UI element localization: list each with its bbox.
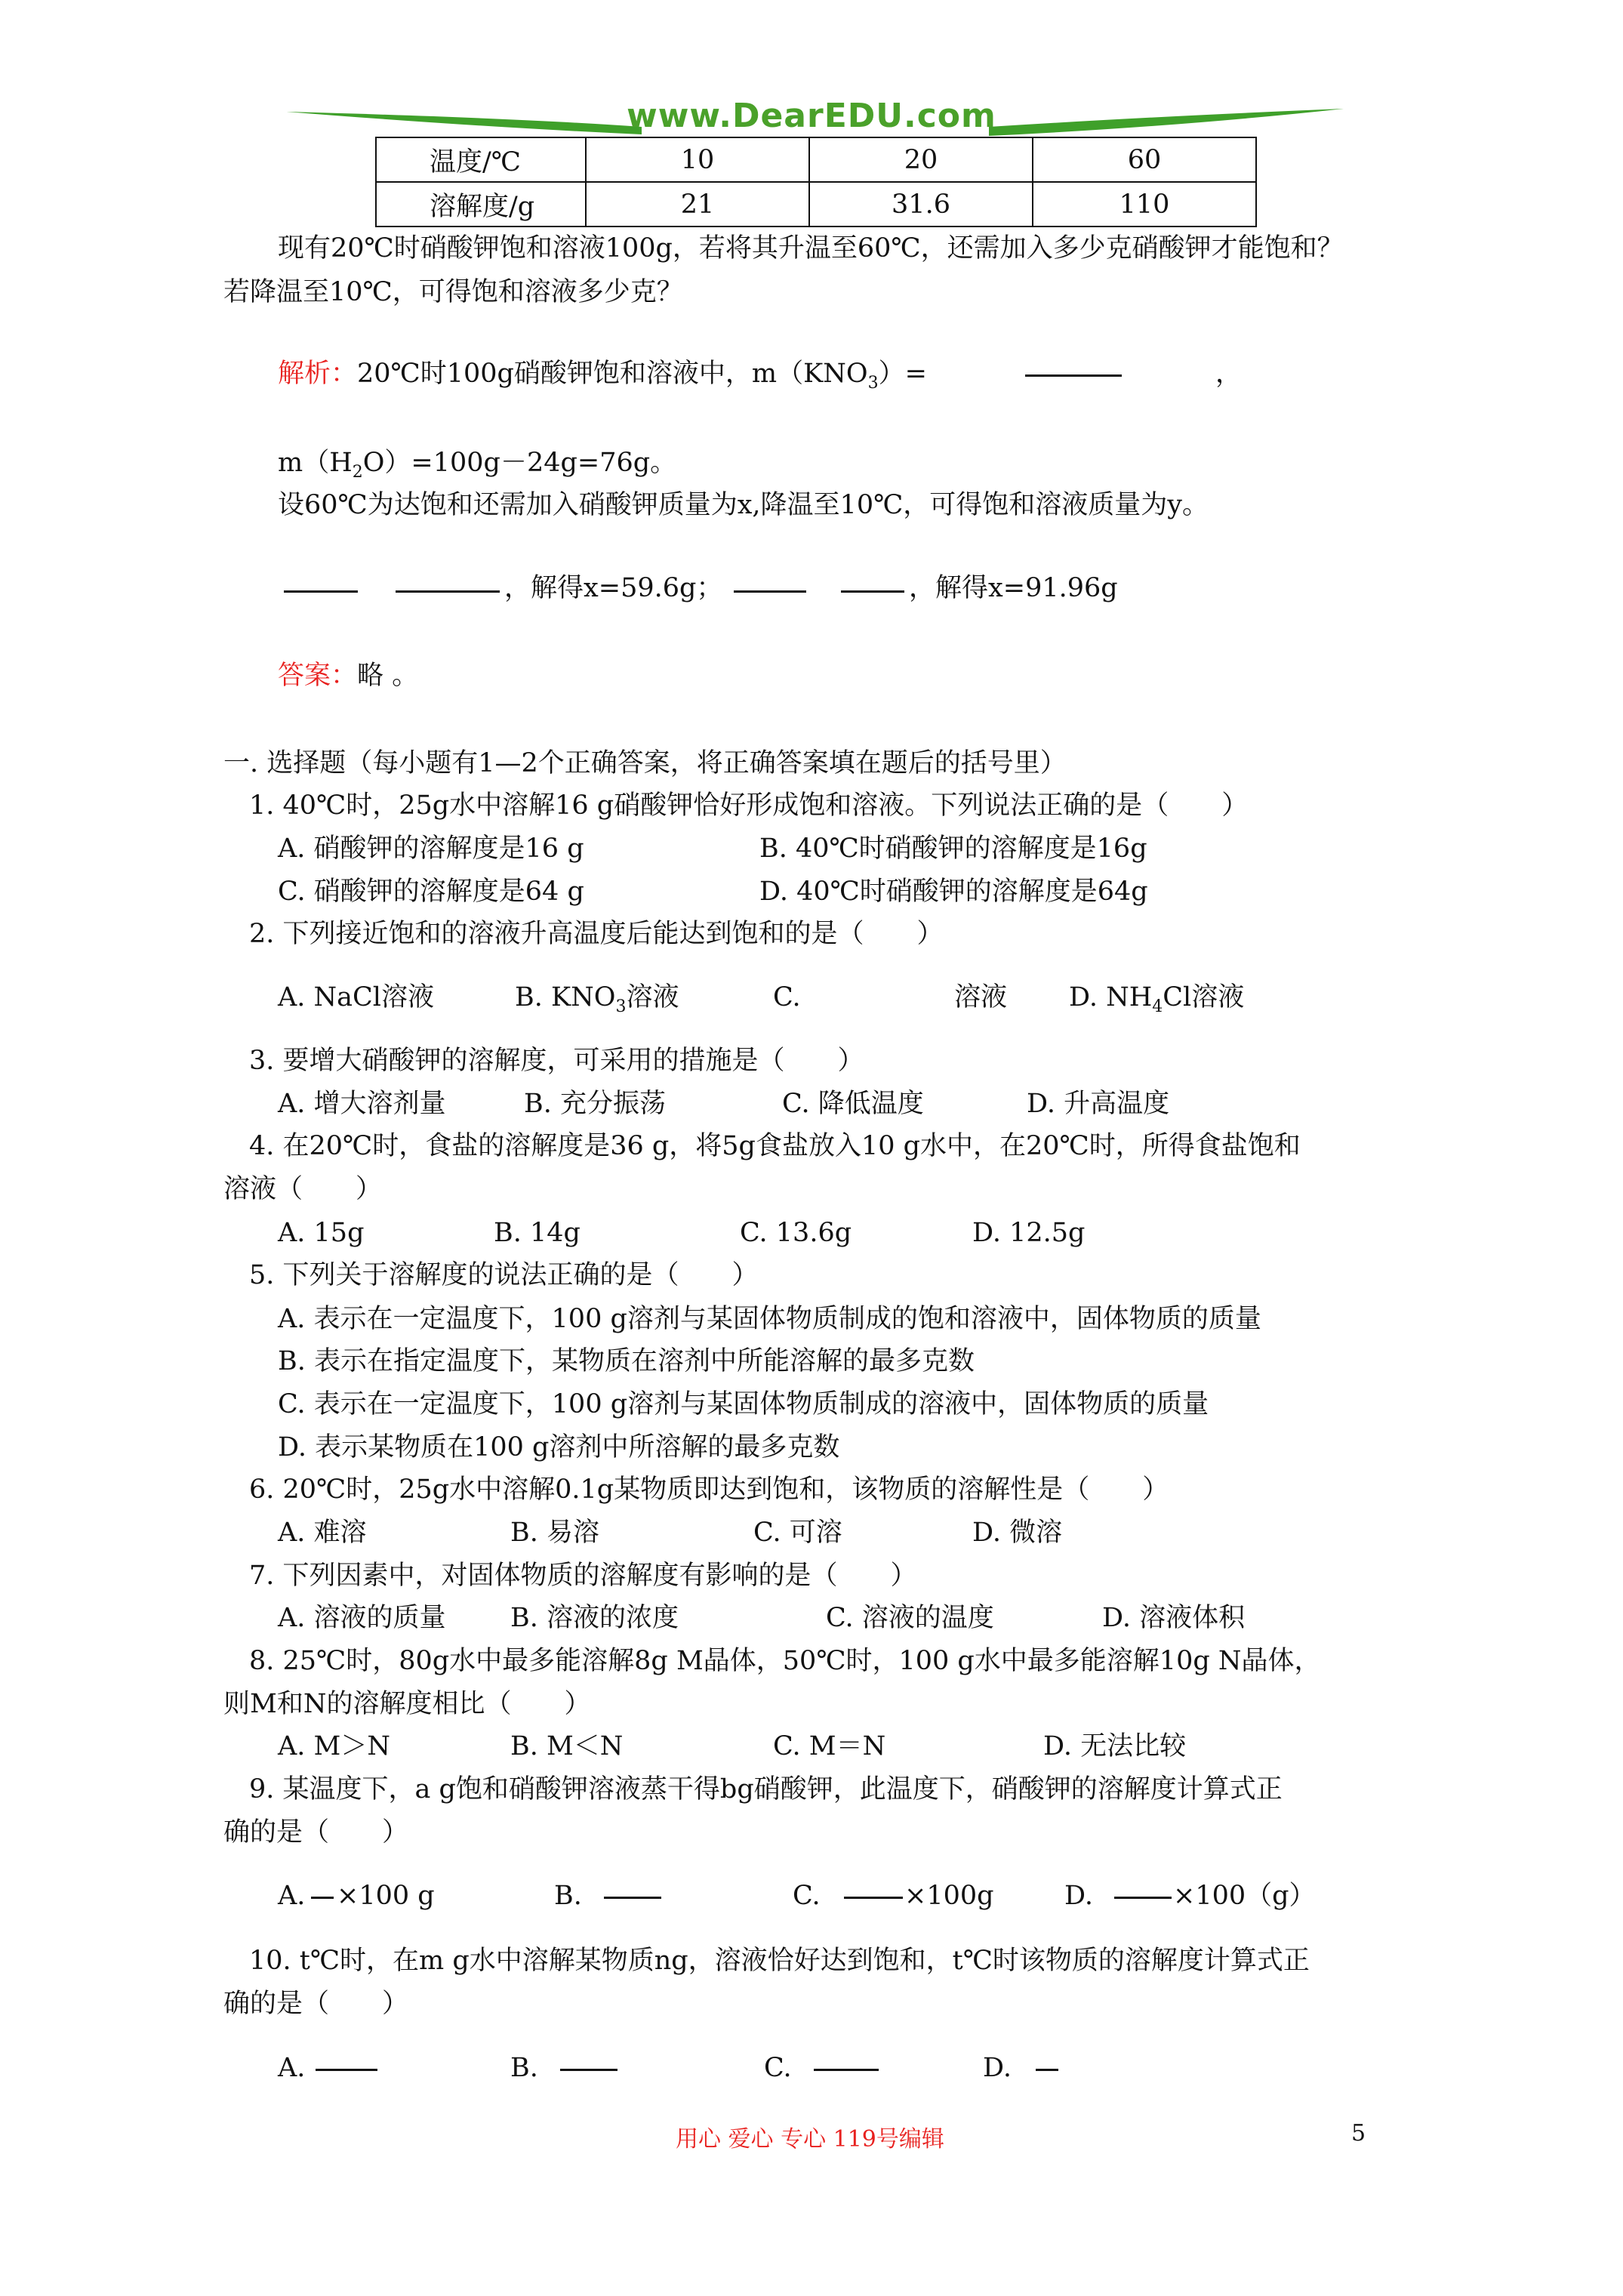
fraction-bar	[284, 590, 358, 593]
question-3-stem: 3. 要增大硝酸钾的溶解度，可采用的措施是（ ）	[249, 1046, 864, 1076]
analysis-result-1: ，解得x=59.6g；	[504, 573, 723, 603]
question-7-stem: 7. 下列因素中，对固体物质的溶解度有影响的是（ ）	[249, 1561, 917, 1591]
question-8-option-a: A. M＞N	[278, 1731, 390, 1761]
table-cell: 60	[1033, 137, 1256, 182]
question-9-option-c-text: ×100g	[904, 1881, 994, 1911]
question-2-option-c-text: 溶液	[954, 982, 1008, 1012]
question-1-option-c: C. 硝酸钾的溶解度是64 g	[278, 877, 584, 907]
table-cell: 10	[586, 137, 809, 182]
problem-line-2: 若降温至10℃，可得饱和溶液多少克？	[223, 277, 683, 307]
question-7-option-d: D. 溶液体积	[1102, 1603, 1246, 1633]
question-1-stem: 1. 40℃时，25g水中溶解16 g硝酸钾恰好形成饱和溶液。下列说法正确的是（ ）	[249, 791, 1249, 821]
question-7-option-a: A. 溶液的质量	[278, 1603, 446, 1633]
question-3-option-d: D. 升高温度	[1027, 1089, 1170, 1119]
header-site-title: www.DearEDU.com	[627, 97, 996, 135]
question-1-option-d: D. 40℃时硝酸钾的溶解度是64g	[759, 877, 1148, 907]
question-8-stem-line-1: 8. 25℃时，80g水中最多能溶解8g M晶体，50℃时，100 g水中最多能溶解10g N晶体，	[249, 1646, 1321, 1676]
question-5-option-b: B. 表示在指定温度下，某物质在溶剂中所能溶解的最多克数	[278, 1346, 975, 1376]
fraction-bar	[396, 590, 500, 593]
fraction-bar	[841, 590, 904, 593]
table-cell: 20	[809, 137, 1033, 182]
question-9-option-a: A.	[278, 1881, 306, 1911]
question-7-option-c: C. 溶液的温度	[826, 1603, 994, 1633]
answer-line	[278, 663, 418, 689]
question-9-option-a-text: ×100 g	[337, 1881, 435, 1911]
table-cell: 21	[586, 182, 809, 227]
question-2-option-b: B. $KNO_3$溶液	[515, 982, 679, 1016]
section-title: 一. 选择题（每小题有1—2个正确答案，将正确答案填在题后的括号里）	[223, 748, 1067, 778]
question-9-stem-line-1: 9. 某温度下，a g饱和硝酸钾溶液蒸干得bg硝酸钾，此温度下，硝酸钾的溶解度计算式正	[249, 1774, 1283, 1804]
table-cell: 31.6	[809, 182, 1033, 227]
analysis-line-1: 解析：20℃时100g硝酸钾饱和溶液中，$m(KNO_3)=$	[278, 359, 927, 393]
fraction-bar	[604, 1897, 661, 1899]
fraction-bar	[311, 1897, 334, 1899]
question-9-option-c: C.	[793, 1881, 821, 1911]
question-9-option-d: D.	[1064, 1881, 1093, 1911]
question-7-option-b: B. 溶液的浓度	[510, 1603, 679, 1633]
question-5-option-a: A. 表示在一定温度下，100 g溶剂与某固体物质制成的饱和溶液中，固体物质的质量	[278, 1304, 1261, 1334]
question-9-option-b: B.	[554, 1881, 582, 1911]
question-10-stem-line-1: 10. t℃时，在m g水中溶解某物质ng，溶液恰好达到饱和，t℃时该物质的溶解度计算式正	[249, 1946, 1310, 1976]
question-9-stem-line-2: 确的是（ ）	[223, 1817, 409, 1848]
question-10-option-c: C.	[764, 2053, 792, 2083]
question-6-option-b: B. 易溶	[510, 1518, 599, 1548]
question-6-option-a: A. 难溶	[278, 1518, 367, 1548]
analysis-comma: ，	[1215, 359, 1243, 389]
fraction-bar	[844, 1897, 903, 1899]
analysis-line-3: 设60℃为达饱和还需加入硝酸钾质量为x,降温至10℃，可得饱和溶液质量为y。	[278, 490, 1209, 520]
question-4-option-d: D. 12.5g	[972, 1218, 1086, 1248]
question-9-option-d-text: ×100（g）	[1173, 1881, 1316, 1911]
question-4-stem-line-2: 溶液（ ）	[223, 1174, 383, 1204]
problem-line-1: 现有20℃时硝酸钾饱和溶液100g，若将其升温至60℃，还需加入多少克硝酸钾才能饱和？	[278, 233, 1344, 264]
fraction-bar	[734, 590, 806, 593]
question-10-option-a: A.	[278, 2053, 306, 2083]
question-5-option-d: D. 表示某物质在100 g溶剂中所溶解的最多克数	[278, 1432, 840, 1462]
analysis-label: 解析：	[278, 359, 358, 389]
question-3-option-c: C. 降低温度	[782, 1089, 924, 1119]
question-5-stem: 5. 下列关于溶解度的说法正确的是（ ）	[249, 1260, 759, 1290]
fraction-bar	[560, 2069, 617, 2071]
analysis-text: 20℃时100g硝酸钾饱和溶液中，m（KNO	[357, 359, 868, 389]
fraction-bar	[1025, 374, 1122, 377]
question-10-stem-line-2: 确的是（ ）	[223, 1989, 409, 2019]
answer-text: 略 。	[357, 661, 419, 691]
question-3-option-a: A. 增大溶剂量	[278, 1089, 446, 1119]
question-4-stem-line-1: 4. 在20℃时，食盐的溶解度是36 g，将5g食盐放入10 g水中，在20℃时，所得食盐饱和	[249, 1131, 1301, 1161]
analysis-result-2: ，解得x=91.96g	[909, 573, 1118, 603]
question-5-option-c: C. 表示在一定温度下，100 g溶剂与某固体物质制成的溶液中，固体物质的质量	[278, 1389, 1209, 1419]
question-4-option-c: C. 13.6g	[740, 1218, 852, 1248]
question-8-stem-line-2: 则M和N的溶解度相比（ ）	[223, 1689, 591, 1719]
question-1-option-b: B. 40℃时硝酸钾的溶解度是16g	[759, 834, 1147, 864]
table-row	[376, 182, 1256, 227]
table-row-label: 温度/℃	[376, 137, 586, 182]
question-2-stem: 2. 下列接近饱和的溶液升高温度后能达到饱和的是（ ）	[249, 919, 944, 949]
question-2-option-a: A. NaCl溶液	[278, 982, 434, 1012]
page-number: 5	[1351, 2120, 1366, 2147]
question-8-option-b: B. M＜N	[510, 1731, 624, 1761]
answer-label: 答案：	[278, 661, 358, 691]
question-6-option-d: D. 微溶	[972, 1518, 1063, 1548]
question-4-option-b: B. 14g	[494, 1218, 581, 1248]
table-row	[376, 137, 1256, 182]
question-4-option-a: A. 15g	[278, 1218, 365, 1248]
question-8-option-c: C. M＝N	[773, 1731, 886, 1761]
question-8-option-d: D. 无法比较	[1043, 1731, 1187, 1761]
question-10-option-b: B.	[510, 2053, 538, 2083]
footer-text: 用心 爱心 专心 119号编辑	[676, 2126, 944, 2153]
question-6-option-c: C. 可溶	[753, 1518, 842, 1548]
fraction-bar	[814, 2069, 879, 2071]
fraction-bar	[1114, 1897, 1172, 1899]
question-2-option-d: D. $NH_4Cl$溶液	[1069, 982, 1245, 1016]
question-10-option-d: D.	[983, 2053, 1012, 2083]
analysis-line-2: $m(H_2O)=100g-24g=76g$。	[278, 448, 677, 482]
question-1-option-a: A. 硝酸钾的溶解度是16 g	[278, 834, 584, 864]
fraction-bar	[1036, 2069, 1058, 2071]
table-row-label: 溶解度/g	[376, 182, 586, 227]
fraction-bar	[316, 2069, 377, 2071]
question-6-stem: 6. 20℃时，25g水中溶解0.1g某物质即达到饱和，该物质的溶解性是（ ）	[249, 1475, 1169, 1505]
question-3-option-b: B. 充分振荡	[524, 1089, 666, 1119]
solubility-table	[375, 137, 1257, 227]
question-2-option-c: C.	[773, 982, 801, 1012]
table-cell: 110	[1033, 182, 1256, 227]
